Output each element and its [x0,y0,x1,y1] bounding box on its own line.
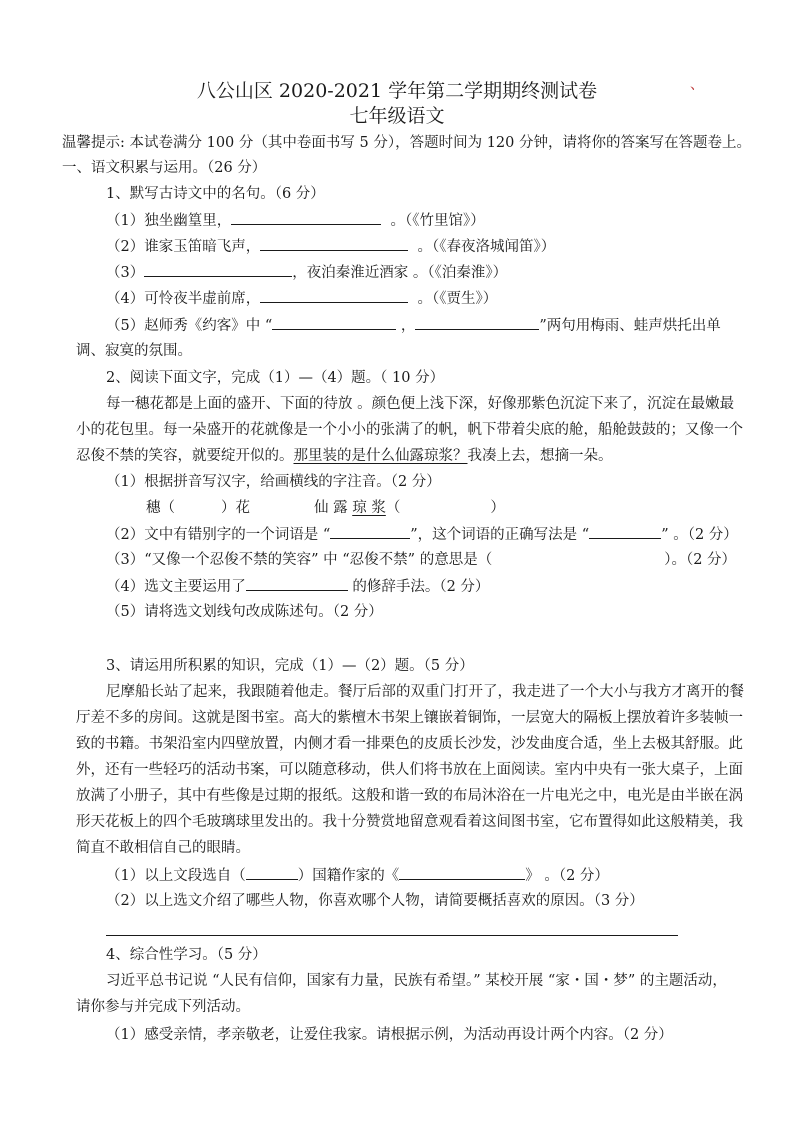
q1-heading: 1、默写古诗文中的名句。（6 分） [106,186,325,202]
q2-sub2-c: ” 。（2 分） [661,527,738,543]
q3-passage-line5: 放满了小册子，其中有些像是过期的报纸。这般和谐一致的布局沐浴在一片电光之中，电光是由半嵌在涡 [76,788,743,804]
q2-sub1-w1: 穗（ [146,500,175,516]
q1-item5-post: ”两句用梅雨、蛙声烘托出单 [539,318,721,334]
q2-sub1-w2u: 琼 浆 [352,500,386,516]
q2-sub1-w1b: ）花 [221,500,250,516]
exam-subtitle: 七年级语文 [349,105,445,127]
q3-passage-line2: 厅差不多的房间。这就是图书室。高大的紫檀木书架上镶嵌着铜饰，一层宽大的隔板上摆放着许多装帧一 [76,710,743,726]
q1-item5-pre: （5）赵师秀《约客》中 “ [106,318,273,334]
q1-item1-blank[interactable] [231,210,381,225]
q3-sub2: （2）以上选文介绍了哪些人物，你喜欢哪个人物，请简要概括喜欢的原因。（3 分） [106,893,644,909]
q1-item5-cont: 调、寂寞的氛围。 [76,343,192,359]
q3-passage-line6: 形天花板上的四个毛玻璃球里发出的。我十分赞赏地留意观看着这间图书室，它布置得如此这般精美，我 [76,814,743,830]
q2-sub1-w2c: ） [490,500,505,516]
q1-item1-pre: （1）独坐幽篁里， [106,213,232,229]
q2-sub4-blank[interactable] [246,576,348,591]
q3-sub1-a: （1）以上文段选自（ [106,868,246,884]
q2-sub1-w2b: （ [385,500,401,516]
answer-line[interactable] [106,935,678,936]
stray-mark: 、 [690,77,704,93]
q1-item2-pre: （2）谁家玉笛暗飞声， [106,239,261,255]
q2-sub5: （5）请将选文划线句改成陈述句。（2 分） [106,604,383,620]
q3-sub1 [106,865,609,886]
q2-sub2-b: ”，这个词语的正确写法是 “ [410,527,590,543]
q1-item4-blank[interactable] [260,288,408,303]
notice: 温馨提示: 本试卷满分 100 分（其中卷面书写 5 分），答题时间为 120 分钟，请将你的答案写在答题卷上。 [62,135,751,151]
q3-sub1-blank1[interactable] [246,865,298,880]
q2-sub3-b: ）。（2 分） [664,552,737,568]
q1-item5 [106,315,721,336]
q2-p3-b: 我凑上去，想摘一朵。 [467,448,613,464]
q1-item2-post: 。（《春夜洛城闻笛》） [417,239,556,255]
q3-passage-line7: 简直不敢相信自己的眼睛。 [76,840,250,856]
q1-item1-post: 。（《竹里馆》） [390,213,485,229]
q2-sub1-word1 [146,498,250,518]
q1-item2-blank[interactable] [260,236,408,251]
q1-item5-blank2[interactable] [415,315,539,330]
q3-sub1-b: ）国籍作家的《 [297,868,400,884]
q2-passage-line2: 小的花包里。每一朵盛开的花就像是一个小小的张满了的帆，帆下带着尖底的舱，船舱鼓鼓的；又像一个 [76,422,743,438]
part1-heading: 一、语文积累与运用。（26 分） [62,160,267,176]
q2-sub1-w2a: 仙 露 [314,500,353,516]
q4-passage-line1: 习近平总书记说 “人民有信仰，国家有力量，民族有希望。” 某校开展 “家・国・梦” 的主题活动， [106,973,727,989]
q1-item3-blank[interactable] [144,262,292,277]
q1-item5-blank1[interactable] [272,315,396,330]
q1-item3-pre: （3） [106,265,145,281]
q2-sub1-word2 [314,498,505,518]
q1-item4-post: 。（《贾生》） [417,291,498,307]
q1-item4-pre: （4）可怜夜半虚前席， [106,291,261,307]
q2-sub1: （1）根据拼音写汉字，给画横线的字注音。（2 分） [106,474,441,490]
q2-sub4-a: （4）选文主要运用了 [106,579,246,595]
q3-heading: 3、请运用所积累的知识，完成（1）—（2）题。（5 分） [106,658,474,674]
q3-passage-line3: 致的书籍。书架沿室内四壁放置，内侧才看一排栗色的皮质长沙发，沙发曲度合适，坐上去极其舒服。此 [76,736,743,752]
q2-sub2-a: （2）文中有错别字的一个词语是 “ [106,527,331,543]
q1-item4 [106,288,497,309]
q2-sub3 [106,550,736,570]
q2-sub2-blank2[interactable] [589,524,661,539]
q1-item1 [106,210,485,231]
q2-sub4-b: 的修辞手法。（2 分） [352,579,490,595]
q1-item2 [106,236,555,257]
q4-passage-line2: 请你参与并完成下列活动。 [76,999,250,1015]
q3-passage-line1: 尼摩船长站了起来，我跟随着他走。餐厅后部的双重门打开了，我走进了一个大小与我方才离开的餐 [106,684,744,700]
q3-passage-line4: 外，还有一些轻巧的活动书案，可以随意移动，供人们将书放在上面阅读。室内中央有一张大桌子，上面 [76,762,743,778]
q2-underlined-sentence: 那里装的是什么仙露琼浆？ [293,448,468,464]
exam-title: 八公山区 2020-2021 学年第二学期期终测试卷 [196,80,598,102]
q2-passage-line3 [76,446,613,466]
q1-item3 [106,262,507,283]
q2-sub2-blank1[interactable] [330,524,410,539]
q4-heading: 4、综合性学习。（5 分） [106,947,267,963]
q3-sub1-c: 》 。（2 分） [525,868,609,884]
q4-sub1: （1）感受亲情，孝亲敬老，让爱住我家。请根据示例，为活动再设计两个内容。（2 分） [106,1027,673,1043]
q1-item5-mid: ， [400,318,416,334]
q2-sub3-a: （3）“又像一个忍俊不禁的笑容” 中 “忍俊不禁” 的意思是（ [106,552,493,568]
q3-sub1-blank2[interactable] [399,865,525,880]
q2-sub4 [106,576,489,597]
q1-item3-post: ，夜泊秦淮近酒家 。（《泊秦淮》） [292,265,508,281]
q2-sub2 [106,524,738,545]
q2-p3-a: 忍俊不禁的笑容，就要绽开似的。 [76,448,294,464]
q2-heading: 2、阅读下面文字，完成（1）—（4）题。（ 10 分） [106,370,445,386]
q2-passage-line1: 每一穗花都是上面的盛开、下面的待放 。颜色便上浅下深，好像那紫色沉淀下来了，沉淀在最嫩最 [106,396,735,412]
